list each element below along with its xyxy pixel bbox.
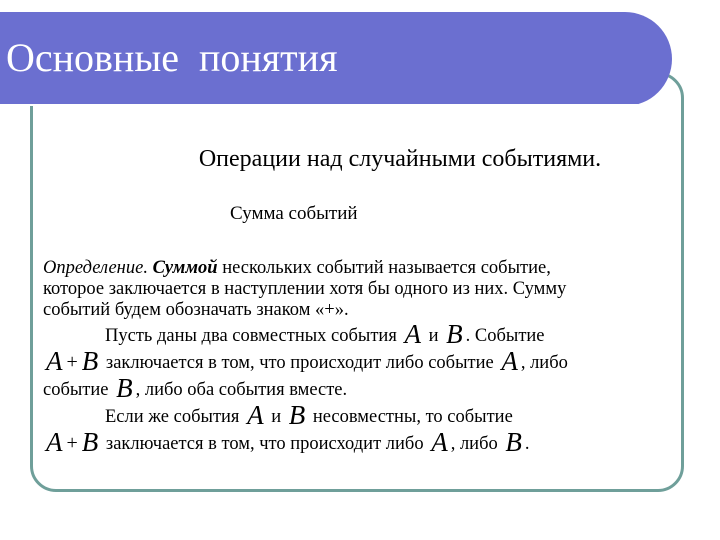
slide-heading (0, 146, 720, 173)
slide-title: Основные понятия (6, 35, 338, 80)
var-b: B (116, 373, 133, 403)
paragraph1-line-2 (43, 348, 675, 375)
paragraph1-line-1 (43, 321, 675, 348)
section-subheading: Сумма событий (230, 203, 358, 224)
var-b: B (446, 319, 463, 349)
var-a: A (404, 319, 421, 349)
p1-text-6: , либо оба события вместе. (135, 380, 348, 400)
paragraph1-line-3 (43, 375, 675, 402)
plus-sign: + (66, 351, 78, 373)
sum-var-a: A (46, 346, 63, 376)
paragraph2-line-2 (43, 429, 675, 456)
title-underline (0, 104, 638, 106)
definition-line-3: событий будем обозначать знаком «+». (43, 300, 349, 320)
plus-sign: + (66, 432, 78, 454)
heading-text: Операции над случайными событиями. (198, 146, 602, 172)
paragraph2-line-1 (43, 402, 675, 429)
var-a: A (501, 346, 518, 376)
var-b: B (288, 400, 306, 430)
definition-label: Определение. (43, 258, 148, 278)
p2-and: и (271, 407, 282, 427)
p1-text-1: Пусть даны два совместных события (105, 326, 397, 346)
definition-line-1 (43, 258, 675, 279)
definition-term: Суммой (152, 258, 218, 278)
sum-var-b: B (81, 427, 99, 457)
title-banner (0, 12, 672, 106)
p1-text-5: событие (43, 380, 109, 400)
p2-text-3: заключается в том, что происходит либо (101, 434, 424, 454)
p1-text-2: . Событие (465, 326, 545, 346)
sum-var-b: B (81, 346, 99, 376)
p1-and: и (428, 326, 439, 346)
definition-text-1: нескольких событий называется событие, (217, 258, 551, 278)
p1-text-4: , либо (520, 353, 568, 373)
sum-var-a: A (46, 427, 63, 457)
var-a: A (247, 400, 264, 430)
var-b: B (505, 427, 522, 457)
p2-text-2: несовместны, то событие (312, 407, 513, 427)
var-a: A (431, 427, 448, 457)
p2-text-1: Если же события (105, 407, 240, 427)
definition-line-2: которое заключается в наступлении хотя бы одного из них. Сумму (43, 279, 567, 299)
p2-text-4: , либо (450, 434, 498, 454)
p2-text-5: . (524, 434, 530, 454)
slide-body (43, 258, 675, 456)
p1-text-3: заключается в том, что происходит либо событие (101, 353, 494, 373)
